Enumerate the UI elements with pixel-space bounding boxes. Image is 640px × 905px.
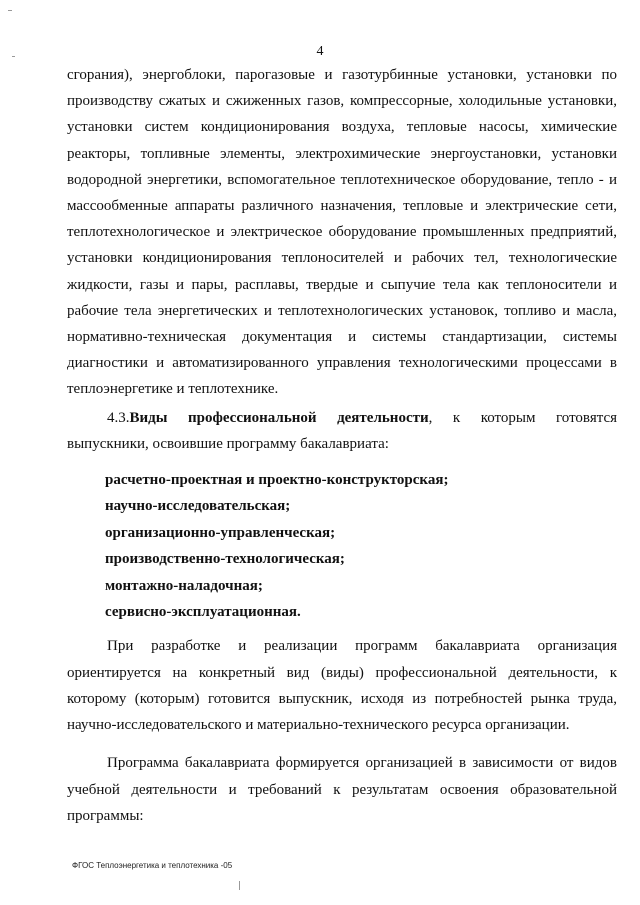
paragraph-program-development: При разработке и реализации программ бакалавриата организация ориентируется на конкретный вид (виды) профессиональной деятельности, к которому (которым) готовится выпускник, исходя из потребностей рынка труда, научно-исследовательского и материально-технического ресурса организации. [67,638,617,734]
page-number: 4 [316,44,324,59]
scan-mark-top [8,10,12,11]
activity-item: монтажно-наладочная; [105,577,263,594]
activity-item: расчетно-проектная и проектно-конструкторская; [105,472,449,489]
section-4-3-paragraph [67,405,617,457]
document-body [67,62,617,829]
section-heading-rest: , к которым готовятся выпускники, освоившие программу бакалавриата: [67,409,618,452]
section-number: 4.3. [107,409,130,426]
paragraph-equipment-list: сгорания), энергоблоки, парогазовые и газотурбинные установки, установки по производству сжатых и сжиженных газов, компрессорные, холодильные установки, установки систем кондиционирования воздуха, тепловые насосы, химические реакторы, топливные элементы, электрохимические энергоустановки, установки водородной энергетики, вспомогательное теплотехническое оборудование, тепло - и массообменные аппараты различного назначения, тепловые и электрические сети, теплотехнологическое и электрическое оборудование промышленных предприятий, установки кондиционирования теплоносителей и рабочих тел, технологические жидкости, газы и пары, расплавы, твердые и сыпучие тела как теплоносители и рабочие тела энергетических и теплотехнологических установок, топливо и масла, нормативно-техническая документация и системы стандартизации, системы диагностики и автоматизированного управления технологическими процессами в теплоэнергетике и теплотехнике. [67,67,617,398]
scan-mark-bottom [239,881,240,890]
section-heading-bold: Виды профессиональной деятельности [129,409,429,426]
activity-item: организационно-управленческая; [105,524,336,541]
paragraph-program-formation: Программа бакалавриата формируется организацией в зависимости от видов учебной деятельности и требований к результатам освоения образовательной программы: [67,755,617,824]
activity-item: научно-исследовательская; [105,498,291,515]
activity-types-list [67,467,617,625]
footer-standard-label: ФГОС Теплоэнергетика и теплотехника -05 [72,861,233,870]
activity-item: сервисно-эксплуатационная. [105,604,301,621]
activity-item: производственно-технологическая; [105,551,345,568]
